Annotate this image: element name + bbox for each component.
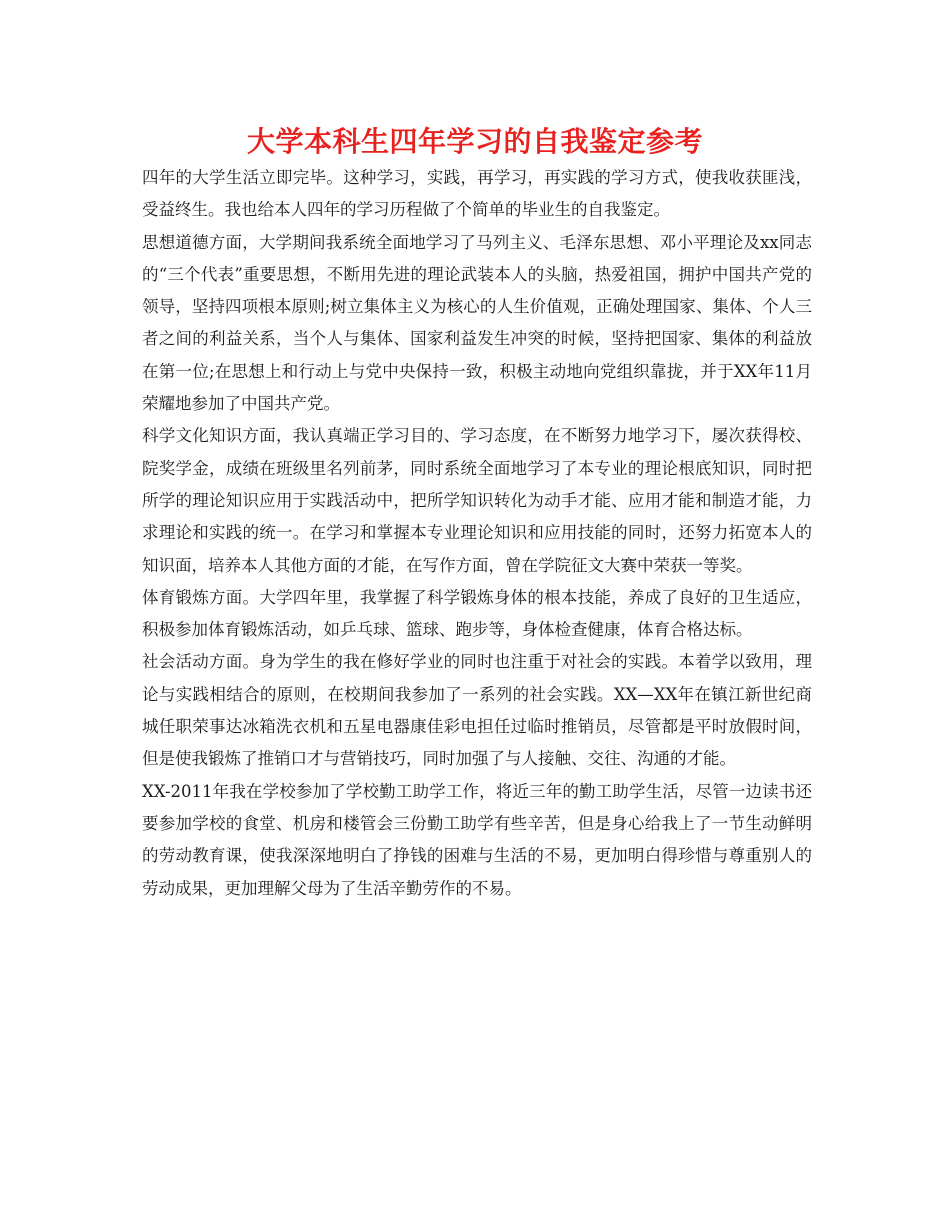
paragraph-moral: 思想道德方面，大学期间我系统全面地学习了马列主义、毛泽东思想、邓小平理论及xx同志的“三个代表”重要思想，不断用先进的理论武装本人的头脑，热爱祖国，拥护中国共产党的领导，坚持四项根本原则;树立集体主义为核心的人生价值观，正确处理国家、集体、个人三者之间的利益关系，当个人与集体、国家利益发生冲突的时候，坚持把国家、集体的利益放在第一位;在思想上和行动上与党中央保持一致，积极主动地向党组织靠拢，并于XX年11月荣耀地参加了中国共产党。 bbox=[142, 232, 812, 414]
paragraph-knowledge: 科学文化知识方面，我认真端正学习目的、学习态度，在不断努力地学习下，屡次获得校、院奖学金，成绩在班级里名列前茅，同时系统全面地学习了本专业的理论根底知识，同时把所学的理论知识应用于实践活动中，把所学知识转化为动手才能、应用才能和制造才能，力求理论和实践的统一。在学习和掌握本专业理论知识和应用技能的同时，还努力拓宽本人的知识面，培养本人其他方面的才能，在写作方面，曾在学院征文大赛中荣获一等奖。 bbox=[142, 426, 812, 575]
paragraph-social: 社会活动方面。身为学生的我在修好学业的同时也注重于对社会的实践。本着学以致用，理论与实践相结合的原则，在校期间我参加了一系列的社会实践。XX—XX年在镇江新世纪商城任职荣事达冰箱洗衣机和五星电器康佳彩电担任过临时推销员，尽管都是平时放假时间，但是使我锻炼了推销口才与营销技巧，同时加强了与人接触、交往、沟通的才能。 bbox=[142, 652, 812, 769]
document-body bbox=[142, 162, 812, 905]
paragraph-intro: 四年的大学生活立即完毕。这种学习，实践，再学习，再实践的学习方式，使我收获匪浅，受益终生。我也给本人四年的学习历程做了个简单的毕业生的自我鉴定。 bbox=[142, 168, 812, 220]
document-title: 大学本科生四年学习的自我鉴定参考 bbox=[246, 125, 703, 158]
paragraph-work-study: XX-2011年我在学校参加了学校勤工助学工作，将近三年的勤工助学生活，尽管一边读书还要参加学校的食堂、机房和楼管会三份勤工助学有些辛苦，但是身心给我上了一节生动鲜明的劳动教育课，使我深深地明白了挣钱的困难与生活的不易，更加明白得珍惜与尊重别人的劳动成果，更加理解父母为了生活辛勤劳作的不易。 bbox=[142, 781, 812, 898]
paragraph-sports: 体育锻炼方面。大学四年里，我掌握了科学锻炼身体的根本技能，养成了良好的卫生适应，积极参加体育锻炼活动，如乒乓球、篮球、跑步等，身体检查健康，体育合格达标。 bbox=[142, 587, 812, 640]
